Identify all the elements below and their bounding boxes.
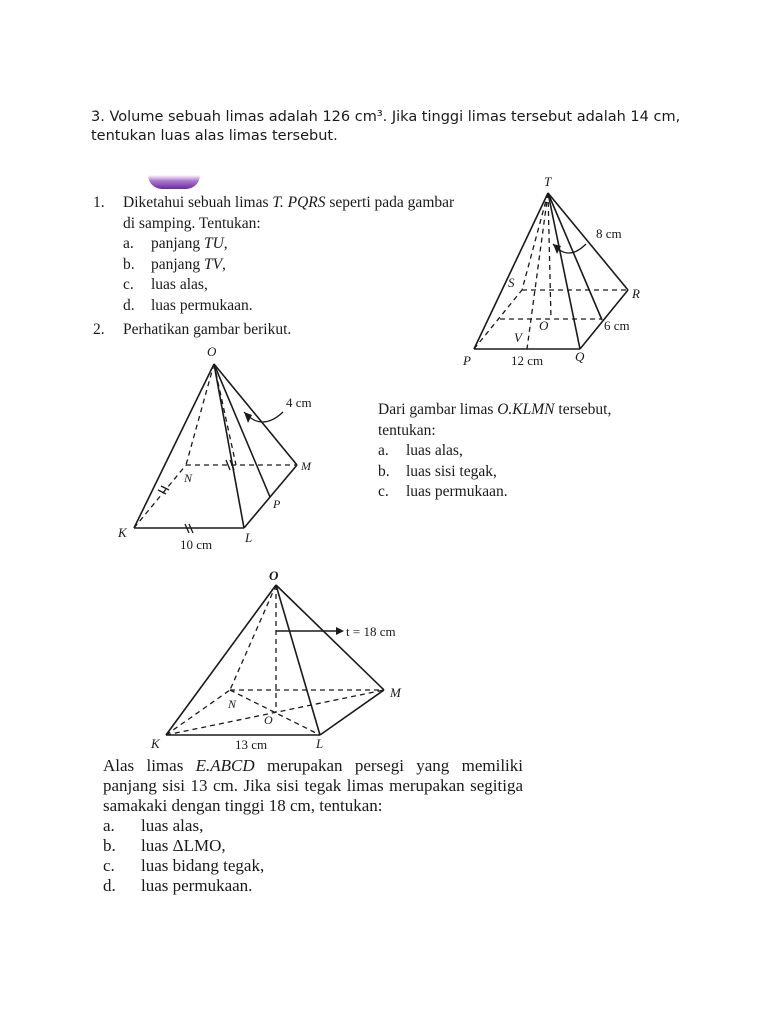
question-2-text: Perhatikan gambar berikut. [123, 321, 292, 338]
vertex-label: O [264, 713, 273, 727]
vertex-label: Q [575, 349, 585, 364]
vertex-label: N [184, 471, 193, 485]
dimension-label: 12 cm [511, 353, 544, 368]
vertex-label: M [301, 459, 311, 473]
vertex-label: K [118, 525, 127, 540]
figure-2-intro-2: tentukan: [378, 421, 436, 439]
vertex-label: L [316, 736, 324, 751]
vertex-label: R [632, 286, 640, 301]
question-bottom-paragraph: Alas limas E.ABCD merupakan persegi yang memiliki panjang sisi 13 cm. Jika sisi tegak limas merupakan segitiga samakaki dengan tinggi 18 cm, tentukan: [103, 756, 523, 815]
question-3-line-2: tentukan luas alas limas tersebut. [91, 128, 338, 144]
dimension-label: 8 cm [596, 226, 622, 241]
question-2 [93, 320, 393, 341]
question-1-items [93, 234, 473, 316]
vertex-label: O [269, 568, 279, 583]
vertex-label: L [245, 530, 253, 545]
vertex-label: M [390, 685, 401, 700]
list-item: b. luas ΔLMO, [103, 836, 226, 855]
question-1 [93, 193, 473, 316]
list-item: b. luas sisi tegak, [378, 462, 497, 480]
figure-2-questions [378, 400, 638, 503]
list-item: c. luas alas, [123, 276, 208, 293]
list-item: a. luas alas, [103, 816, 204, 835]
list-item: a. panjang TU, [123, 235, 228, 252]
dimension-label: 13 cm [235, 737, 268, 752]
figure-2-intro: Dari gambar limas O.KLMN tersebut, [378, 401, 612, 418]
question-1-text: Diketahui sebuah limas T. PQRS seperti pada gambar [123, 194, 455, 211]
dimension-label: 6 cm [604, 318, 630, 333]
list-item: d. luas permukaan. [123, 296, 253, 314]
vertex-label: P [463, 353, 471, 368]
vertex-label: O [207, 344, 217, 359]
vertex-label: N [228, 697, 237, 711]
vertex-label: P [273, 497, 281, 511]
dimension-label: 4 cm [286, 395, 312, 410]
purple-corner-mark [148, 175, 200, 189]
question-bottom [103, 756, 523, 896]
vertex-label: O [539, 318, 549, 333]
vertex-label: K [151, 736, 160, 751]
question-3-line-1: 3. Volume sebuah limas adalah 126 cm³. Jika tinggi limas tersebut adalah 14 cm, [91, 109, 681, 125]
question-2-number: 2. [93, 321, 105, 338]
list-item: b. panjang TV, [123, 255, 226, 273]
list-item: d. luas permukaan. [103, 876, 253, 895]
question-1-number: 1. [93, 194, 105, 211]
vertex-label: S [508, 275, 515, 290]
list-item: a. luas alas, [378, 442, 463, 459]
list-item: c. luas bidang tegak, [103, 856, 265, 875]
question-1-line-2: di samping. Tentukan: [123, 214, 261, 232]
question-3 [91, 108, 691, 146]
dimension-label: t = 18 cm [346, 624, 396, 639]
vertex-label: V [514, 330, 522, 345]
list-item: c. luas permukaan. [378, 483, 508, 500]
dimension-label: 10 cm [180, 537, 213, 552]
vertex-label: T [544, 174, 552, 189]
